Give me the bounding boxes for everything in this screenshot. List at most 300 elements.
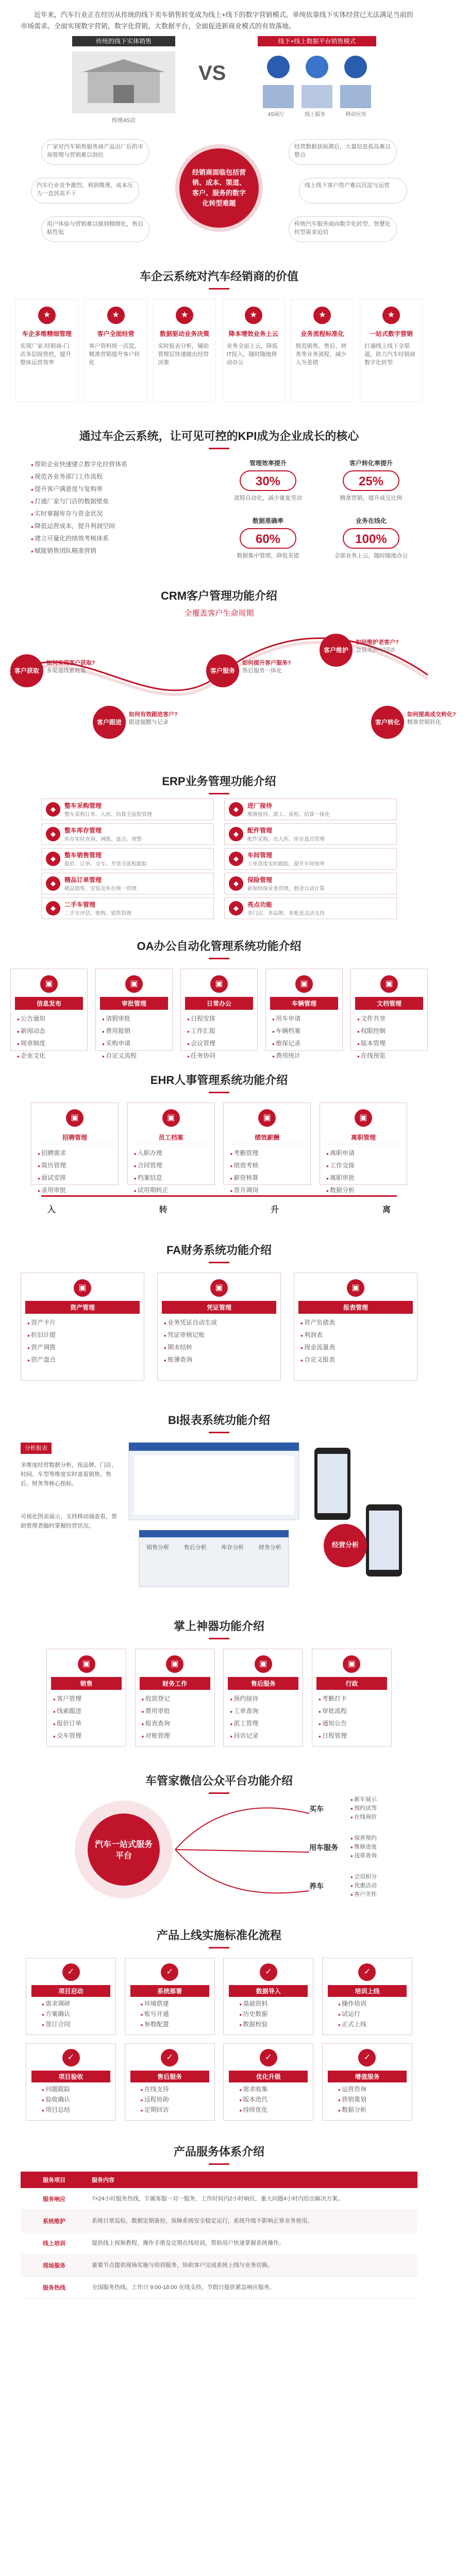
service-name: 现场服务	[43, 2263, 65, 2269]
bi-label: 财务分析	[258, 1545, 281, 1551]
erp-card	[224, 823, 397, 845]
crm-subtitle: 全覆盖客户生命周期	[184, 609, 254, 618]
flow-step-item: ● 签订合同	[42, 2020, 100, 2030]
ehr-card-item: ● 录用审批	[38, 1184, 112, 1197]
flow-step-icon: ✓	[358, 1963, 376, 1981]
fa-card-item: ● 业务凭证自动生成	[164, 1317, 274, 1329]
erp-card-text	[64, 826, 142, 842]
erp-card-desc: 整车采购订单、入库、结算全流程管理	[64, 812, 152, 818]
crm-title: CRM客户管理功能介绍	[160, 589, 278, 602]
bi-desc-2: 可视化图表展示，支持移动端查看，帮助管理者随时掌握经营状况。	[21, 1514, 117, 1529]
oa-card-item: ● 会议管理	[187, 1038, 251, 1050]
fa-card-item: ● 折旧计提	[27, 1329, 138, 1342]
erp-card-title: 保险管理	[247, 876, 273, 884]
oa-card-item: ● 费用统计	[272, 1050, 336, 1062]
flow-step-title: 培训上线	[328, 1985, 407, 1997]
wechat-group-item: ● 保养预约	[350, 1834, 377, 1843]
wechat-center: 汽车一站式服务平台	[94, 1840, 153, 1860]
flow-step-item: ● 运营咨询	[338, 2084, 396, 2095]
mobile-card-item: ● 客户管理	[53, 1693, 120, 1705]
mobile-card-title: 售后服务	[228, 1677, 298, 1690]
pain-right-1: 经营数据获取滞后，大量信息孤岛难以整合	[289, 139, 397, 165]
value-card-desc: 客户资料统一沉淀，精准营销提升客户转化	[89, 343, 140, 366]
erp-card	[41, 848, 214, 870]
mobile-icon: ▣	[343, 1655, 360, 1673]
oa-card-list	[96, 1013, 172, 1062]
flow-step-icon: ✓	[161, 2049, 178, 2066]
erp-section	[0, 762, 438, 927]
flow-step-item: ● 环境搭建	[141, 1999, 199, 2009]
fa-card-item: ● 凭证审核记账	[164, 1329, 274, 1342]
flow-step-icon: ✓	[260, 1963, 277, 1981]
erp-icon: ◆	[46, 852, 60, 866]
erp-card-desc: 库存实时查询、调拨、盘点、预警	[64, 837, 142, 842]
service-header-cell: 服务项目	[43, 2177, 65, 2183]
flow-step-title: 数据导入	[229, 1985, 308, 1997]
mobile-card-item: ● 派工管理	[230, 1718, 296, 1730]
car-icon	[267, 56, 290, 78]
mobile-card-item: ● 预约接待	[230, 1693, 296, 1705]
kpi-bullet: ● 实时掌握库存与资金状况	[31, 508, 196, 520]
erp-card	[224, 799, 397, 820]
oa-card-item: ● 日程安排	[187, 1013, 251, 1025]
kpi-stat	[325, 516, 417, 568]
erp-card-desc: 精品销售、安装及库存统一管理	[64, 886, 137, 892]
cloud-icon	[306, 56, 328, 78]
pain-center-circle: 经销商面临包括营销、成本、渠道、客户、服务的数字化转型难题	[175, 144, 263, 232]
service-desc: 7×24小时服务热线，专属客服一对一服务，工作时间内2小时响应，重大问题4小时内给出解决方案。	[92, 2196, 344, 2202]
fa-card-item: ● 现金流量表	[300, 1342, 411, 1354]
bi-label: 销售分析	[146, 1545, 170, 1551]
value-card-title: 数据驱动业务决策	[160, 330, 210, 337]
service-header-cell: 服务内容	[92, 2177, 114, 2183]
service-desc: 全国服务热线，工作日 9:00-18:00 在线支持，节假日提供紧急响应服务。	[92, 2284, 275, 2291]
mobile-card	[223, 1649, 303, 1747]
kpi-bullets	[31, 459, 196, 557]
flow-step-icon: ✓	[260, 2049, 277, 2066]
crm-node-qa	[356, 638, 417, 654]
oa-card-item: ● 自定义流程	[102, 1050, 166, 1062]
oa-card-title: 车辆管理	[270, 997, 338, 1010]
bi-section	[0, 1401, 438, 1607]
service-desc: 系统日常巡检，数据定期备份，保障系统安全稳定运行，系统升级不影响正常业务使用。	[92, 2218, 313, 2224]
kpi-stat	[222, 459, 314, 510]
ehr-stage: 转	[159, 1206, 167, 1214]
erp-card-title: 配件管理	[247, 827, 273, 834]
ehr-card-item: ● 考勤管理	[230, 1147, 304, 1160]
mobile-card-item: ● 工单查询	[230, 1705, 296, 1718]
flow-step-item: ● 参数配置	[141, 2020, 199, 2030]
flow-step-item: ● 操作培训	[338, 1999, 396, 2009]
ehr-card-list	[224, 1147, 310, 1197]
service-table	[21, 2172, 417, 2299]
mobile-card-item: ● 收款登记	[142, 1693, 208, 1705]
mobile-card	[46, 1649, 126, 1747]
service-desc: 提供线上视频教程、操作手册及定期在线培训，帮助用户快速掌握系统操作。	[92, 2240, 284, 2246]
oa-card	[180, 969, 258, 1059]
oa-card-title: 审批管理	[100, 997, 168, 1010]
oa-card	[350, 969, 428, 1059]
erp-card	[41, 799, 214, 820]
ehr-stages	[41, 1203, 397, 1215]
oa-icon: ▣	[380, 975, 398, 993]
fa-card-item: ● 账簿查询	[164, 1354, 274, 1366]
erp-card	[41, 823, 214, 845]
pain-left-1: 厂家对汽车销售服务商产品出厂后的市场管理与营销难以到位	[41, 139, 149, 165]
oa-section	[0, 927, 438, 1061]
erp-card-text	[247, 826, 325, 842]
fa-card-title: 报表管理	[298, 1301, 413, 1314]
kpi-stat-value: 30%	[240, 470, 296, 491]
crm-node-question: 如何实现客户获取?	[46, 660, 95, 666]
crm-node-answer: 跟进提醒与记录	[129, 719, 169, 725]
ehr-card-item: ● 试用期转正	[134, 1184, 208, 1197]
erp-icon: ◆	[229, 827, 243, 841]
erp-icon: ◆	[229, 852, 243, 866]
ehr-section	[0, 1061, 438, 1231]
kpi-stats	[222, 459, 417, 574]
mobile-card-title: 财务工作	[140, 1677, 210, 1690]
crm-node-qa	[46, 658, 108, 675]
oa-title: OA办公自动化管理系统功能介绍	[0, 927, 438, 959]
oa-card-item: ● 工作汇报	[187, 1025, 251, 1038]
fa-card-item: ● 自定义报表	[300, 1354, 411, 1366]
service-name: 服务热线	[43, 2285, 65, 2291]
crm-node-answer: 多渠道线索收集	[46, 668, 86, 674]
fa-card-item: ● 利润表	[300, 1329, 411, 1342]
erp-icon: ◆	[229, 802, 243, 817]
fa-card-item: ● 资产盘点	[27, 1354, 138, 1366]
kpi-stat	[325, 459, 417, 510]
fa-card-title: 资产管理	[25, 1301, 140, 1314]
wechat-group-title: 养车	[309, 1882, 324, 1890]
flow-step-title: 优化升级	[229, 2071, 308, 2082]
crm-node-question: 如何提升客户服务?	[242, 660, 291, 666]
value-card-desc: 业务全面上云，降低IT投入，随时随地移动办公	[226, 343, 278, 366]
flow-section	[0, 1917, 438, 2133]
kpi-stat-label: 数据准确率	[252, 517, 283, 524]
ehr-card-list	[320, 1147, 407, 1197]
erp-card-text	[64, 900, 131, 917]
flow-step	[125, 1958, 215, 2035]
ehr-stage: 离	[382, 1206, 391, 1214]
erp-card-text	[247, 801, 330, 818]
intro-text: 近年来，汽车行业正在经历从传统的线下卖车销售转变成为线上+线下的数字营销模式，单纯依靠线下实体经营已无法满足当前的市场需求。全面实现数字营销，数字化营销，大数据平台，全面促进新商业模式的有效落地。	[21, 11, 413, 30]
service-row	[21, 2210, 417, 2232]
ehr-card-title: 招聘管理	[36, 1131, 114, 1144]
service-section	[0, 2133, 438, 2313]
bi-label: 售后分析	[183, 1545, 207, 1551]
crm-node-qa	[242, 658, 304, 675]
ehr-card-item: ● 数据分析	[326, 1184, 400, 1197]
erp-card-text	[64, 875, 137, 892]
fa-card-item: ● 资产卡片	[27, 1317, 138, 1329]
bi-screens	[129, 1443, 417, 1592]
value-card-desc: 打通线上线下全渠道，助力汽车经销商数字化转型	[364, 343, 415, 366]
fa-card	[294, 1273, 417, 1381]
mobile-card-item: ● 费用审批	[142, 1705, 208, 1718]
erp-card-title: 进厂接待	[247, 802, 273, 809]
flow-step-title: 售后服务	[130, 2071, 209, 2082]
ehr-card-list	[31, 1147, 118, 1197]
flow-step-title: 项目验收	[31, 2071, 110, 2082]
ehr-card-item: ● 入职办理	[134, 1147, 208, 1160]
vs-label: VS	[198, 62, 226, 84]
service-row	[21, 2232, 417, 2255]
flow-step-list	[323, 1999, 412, 2030]
kpi-stat-desc: 流程自动化，减少重复劳动	[234, 495, 302, 501]
ehr-card-list	[128, 1147, 214, 1197]
value-icon: ★	[176, 307, 193, 324]
ehr-card-title: 员工档案	[132, 1131, 210, 1144]
value-card-title: 业务流程标准化	[300, 330, 344, 337]
crm-node-answer: 售后服务一体化	[242, 668, 282, 674]
mobile-card-item: ● 报价订单	[53, 1718, 120, 1730]
wechat-group	[309, 1873, 423, 1899]
bi-label: 库存分析	[221, 1545, 244, 1551]
value-card-desc: 规范销售、售后、财务等业务流程，减少人为差错	[295, 343, 347, 366]
digital-title: 线下+线上数据平台销售模式	[258, 36, 376, 46]
value-card	[291, 299, 354, 402]
value-card-desc: 实时报表分析，辅助管理层快速做出经营决策	[158, 343, 209, 366]
service-header-row	[21, 2172, 417, 2188]
wechat-group-title: 买车	[309, 1804, 324, 1813]
oa-card-item: ● 新闻动态	[17, 1025, 81, 1038]
crm-node-answer: 会员关怀与回访	[356, 647, 395, 653]
service-title: 产品服务体系介绍	[0, 2133, 438, 2165]
flow-step-list	[26, 1999, 115, 2030]
flow-step-item: ● 在线支持	[141, 2084, 199, 2095]
erp-title: ERP业务管理功能介绍	[0, 762, 438, 794]
oa-card	[10, 969, 88, 1059]
erp-card-text	[64, 851, 147, 867]
wechat-group	[309, 1795, 423, 1822]
oa-card-item: ● 在线预览	[357, 1050, 421, 1062]
oa-card-list	[181, 1013, 257, 1062]
fa-card-item: ● 期末结转	[164, 1342, 274, 1354]
ehr-card	[320, 1103, 407, 1194]
erp-card-title: 车间管理	[247, 852, 273, 859]
oa-card-item: ● 企业文化	[17, 1050, 81, 1062]
oa-card-list	[351, 1013, 427, 1062]
oa-card	[95, 969, 173, 1059]
value-card	[85, 299, 147, 402]
value-card	[222, 299, 285, 402]
flow-grid	[26, 1958, 412, 2129]
erp-card-text	[247, 900, 325, 917]
ehr-stage: 升	[271, 1206, 279, 1214]
flow-step-item: ● 问题跟踪	[42, 2084, 100, 2095]
service-desc: 重要节点提供现场实施与培训服务，协助客户完成系统上线与业务切换。	[92, 2262, 273, 2268]
flow-step-list	[224, 1999, 313, 2030]
flow-step	[26, 1958, 116, 2035]
mobile-grid	[46, 1649, 392, 1747]
ehr-card-item: ● 合同管理	[134, 1160, 208, 1172]
oa-card-item: ● 公告通知	[17, 1013, 81, 1025]
erp-icon: ◆	[46, 876, 60, 891]
value-card	[15, 299, 78, 402]
erp-icon: ◆	[46, 827, 60, 841]
pain-right-2: 线上线下客户资产难以沉淀与运营	[299, 178, 407, 204]
erp-card	[224, 873, 397, 894]
kpi-stat-value: 100%	[343, 528, 399, 549]
mobile-card-item: ● 通知公告	[319, 1718, 385, 1730]
flow-step-list	[323, 2084, 412, 2115]
erp-card	[41, 897, 214, 919]
service-row	[21, 2188, 417, 2210]
flow-step-item: ● 营销策划	[338, 2095, 396, 2105]
value-icon: ★	[313, 307, 331, 324]
flow-step-title: 系统部署	[130, 1985, 209, 1997]
mobile-section	[0, 1607, 438, 1762]
flow-step	[223, 2043, 313, 2121]
oa-icon: ▣	[210, 975, 228, 993]
crm-node-qa	[407, 710, 469, 726]
crm-node: 客户转化	[371, 706, 404, 739]
value-icon: ★	[382, 307, 400, 324]
wechat-group-title: 用车服务	[309, 1843, 338, 1852]
flow-step-item: ● 基础资料	[239, 1999, 297, 2009]
flow-step-item: ● 方案确认	[42, 2009, 100, 2020]
kpi-stat-desc: 全部业务上云，随时随地办公	[334, 553, 408, 559]
oa-card-item: ● 版本管理	[357, 1038, 421, 1050]
ehr-card	[127, 1103, 215, 1194]
flow-step-item: ● 试运行	[338, 2009, 396, 2020]
erp-card-desc: 工单进度实时跟踪，提升车间效率	[247, 861, 325, 867]
pain-points-section	[0, 129, 438, 258]
ehr-icon: ▣	[162, 1109, 180, 1127]
erp-card-title: 二手车管理	[64, 901, 96, 908]
mobile-card-item: ● 回访记录	[230, 1730, 296, 1742]
wechat-group-item: ● 会员积分	[350, 1873, 377, 1882]
oa-icon: ▣	[125, 975, 143, 993]
kpi-bullet: ● 打通厂家与门店的数据壁垒	[31, 496, 196, 508]
flow-step-icon: ✓	[161, 1963, 178, 1981]
fa-card-list	[158, 1317, 280, 1366]
kpi-stat-desc: 数据集中管理，降低差错	[237, 553, 299, 559]
oa-card-list	[266, 1013, 342, 1062]
value-card	[360, 299, 423, 402]
kpi-stat-label: 客户转化率提升	[349, 460, 393, 467]
service-name: 系统维护	[43, 2218, 65, 2225]
wechat-group-item: ● 新车展示	[350, 1795, 377, 1804]
ehr-card-item: ● 离职审批	[326, 1172, 400, 1184]
ehr-card	[31, 1103, 119, 1194]
fa-icon: ▣	[347, 1279, 364, 1297]
mobile-card-item: ● 报表查询	[142, 1718, 208, 1730]
value-icon: ★	[245, 307, 262, 324]
kpi-section	[0, 417, 438, 577]
mobile-card-list	[136, 1693, 214, 1742]
ehr-icon: ▣	[355, 1109, 372, 1127]
erp-card-text	[247, 875, 325, 892]
mobile-card-list	[224, 1693, 303, 1742]
wechat-group-item: ● 维修进度	[350, 1843, 377, 1852]
wechat-group-list	[350, 1795, 377, 1822]
wechat-group-list	[350, 1834, 377, 1860]
mobile-icon: ▣	[255, 1655, 272, 1673]
ehr-card-title: 离职管理	[324, 1131, 403, 1144]
flow-step-list	[224, 2084, 313, 2115]
ehr-card	[223, 1103, 311, 1194]
right-item: 移动应用	[345, 112, 366, 117]
wechat-group-item: ● 预约试驾	[350, 1804, 377, 1813]
value-title: 车企云系统对汽车经销商的价值	[0, 258, 438, 290]
kpi-stat-value: 25%	[343, 470, 399, 491]
fa-card	[157, 1273, 281, 1381]
oa-grid	[10, 969, 428, 1059]
erp-card-text	[64, 801, 152, 818]
crm-node: 客户跟进	[93, 706, 126, 739]
erp-icon: ◆	[46, 802, 60, 817]
fa-card-list	[294, 1317, 417, 1366]
ehr-card-title: 绩效薪酬	[228, 1131, 306, 1144]
oa-card-title: 日常办公	[185, 997, 253, 1010]
bi-title: BI报表系统功能介绍	[0, 1401, 438, 1433]
flow-step-item: ● 远程协助	[141, 2095, 199, 2105]
flow-step	[322, 2043, 412, 2121]
wechat-section	[0, 1762, 438, 1917]
kpi-bullet: ● 提升客户满意度与复购率	[31, 483, 196, 496]
mobile-icon: ▣	[78, 1655, 95, 1673]
erp-card-text	[247, 851, 325, 867]
erp-card-desc: 多门店、多品牌、多账套灵活支持	[247, 911, 325, 917]
flow-step-title: 项目启动	[31, 1985, 110, 1997]
mobile-card	[312, 1649, 392, 1747]
traditional-title: 传统的线下实体销售	[72, 36, 175, 46]
fa-icon: ▣	[74, 1279, 91, 1297]
ehr-card-item: ● 薪资核算	[230, 1172, 304, 1184]
mobile-card-list	[47, 1693, 126, 1742]
oa-card-item: ● 用车申请	[272, 1013, 336, 1025]
mobile-card-item: ● 线索跟进	[53, 1705, 120, 1718]
crm-node: 客户维护	[320, 634, 353, 667]
erp-card	[224, 848, 397, 870]
mobile-card	[135, 1649, 215, 1747]
mobile-card-item: ● 日程管理	[319, 1730, 385, 1742]
service-name: 线上培训	[43, 2241, 65, 2247]
erp-card-title: 精品订单管理	[64, 876, 102, 884]
kpi-stat	[222, 516, 314, 568]
flow-step-item: ● 验收确认	[42, 2095, 100, 2105]
fa-grid	[21, 1273, 417, 1381]
traditional-caption: 传统4S店	[111, 117, 136, 124]
fa-card	[21, 1273, 144, 1381]
value-card-title: 降本增效业务上云	[228, 330, 278, 337]
right-item: 4S展厅	[267, 112, 284, 117]
flow-step-item: ● 账号开通	[141, 2009, 199, 2020]
oa-card-item: ● 费用报销	[102, 1025, 166, 1038]
value-card-title: 一站式数字营销	[369, 330, 413, 337]
erp-card-desc: 新保续保业务管理，佣金自动计算	[247, 886, 325, 892]
oa-card-title: 信息发布	[15, 997, 83, 1010]
fa-title: FA财务系统功能介绍	[0, 1231, 438, 1263]
bi-labels	[139, 1543, 289, 1551]
oa-card	[265, 969, 343, 1059]
flow-step	[223, 1958, 313, 2035]
erp-card-title: 整车销售管理	[64, 852, 102, 859]
mobile-card-item: ● 交车管理	[53, 1730, 120, 1742]
phone-icon	[344, 56, 367, 78]
ehr-title: EHR人事管理系统功能介绍	[0, 1061, 438, 1093]
oa-card-item: ● 规章制度	[17, 1038, 81, 1050]
right-item: 线上服务	[305, 112, 326, 117]
value-grid	[15, 299, 423, 402]
kpi-stat-label: 业务在线化	[355, 517, 387, 524]
kpi-title: 通过车企云系统，让可见可控的KPI成为企业成长的核心	[0, 417, 438, 449]
erp-card-title: 整车采购管理	[64, 802, 102, 809]
fa-card-title: 凭证管理	[162, 1301, 276, 1314]
